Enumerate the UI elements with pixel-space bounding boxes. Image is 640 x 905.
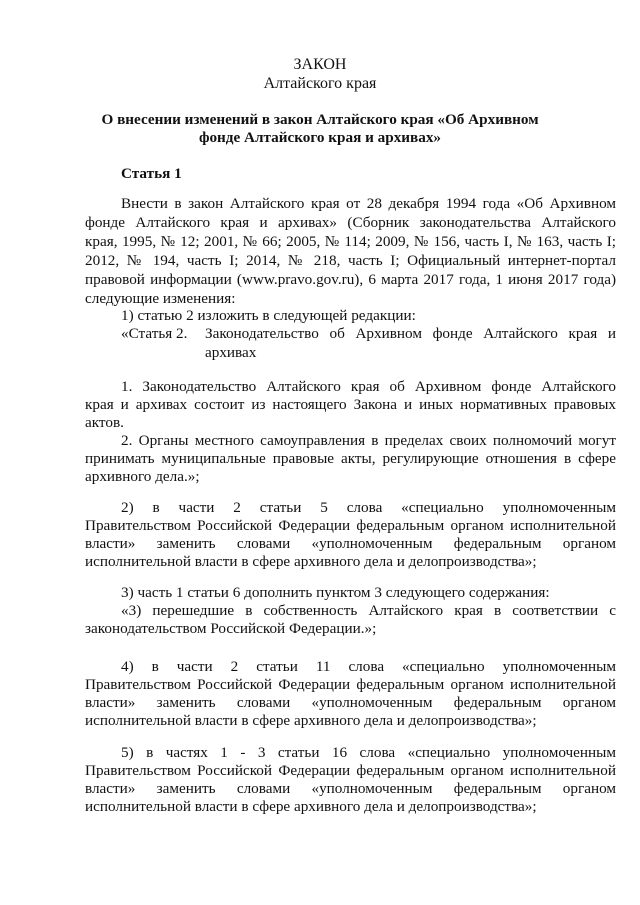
- law-title-line-2: фонде Алтайского края и архивах»: [198, 129, 442, 146]
- amendment-item-4-line: 4) в части 2 статьи 11 слова «специально уполномоченным: [121, 658, 616, 675]
- amendment-item-5-line: Правительством Российской Федерации федеральным органом исполнительной: [85, 762, 616, 779]
- amendment-item-2-line: исполнительной власти в сфере архивного дела и делопроизводства»;: [85, 553, 537, 570]
- intro-line: Внести в закон Алтайского края от 28 декабря 1994 года «Об Архивном: [121, 195, 616, 212]
- amendment-item-3: 3) часть 1 статьи 6 дополнить пунктом 3 следующего содержания:: [121, 584, 550, 601]
- intro-line: края, 1995, № 12; 2001, № 66; 2005, № 114; 2009, № 156, часть I, № 163, часть I;: [85, 233, 616, 250]
- article-heading: Статья 1: [121, 165, 182, 182]
- amendment-item-1: 1) статью 2 изложить в следующей редакции:: [121, 307, 416, 324]
- intro-line: фонде Алтайского края и архивах» (Сборник законодательства Алтайского: [85, 214, 616, 231]
- doc-type-heading: ЗАКОН: [293, 56, 347, 73]
- article2-title-line-1: Законодательство об Архивном фонде Алтайского края и: [205, 325, 616, 342]
- intro-line: 2012, № 194, часть I; 2014, № 218, часть I; Официальный интернет-портал: [85, 252, 616, 269]
- article2-para2-line: принимать муниципальные правовые акты, регулирующие отношения в сфере: [85, 450, 616, 467]
- doc-region: Алтайского края: [263, 75, 377, 92]
- amendment-item-5-line: власти» заменить словами «уполномоченным федеральным органом: [85, 780, 616, 797]
- article2-label: «Статья 2.: [121, 325, 188, 342]
- amendment-item-4-line: власти» заменить словами «уполномоченным федеральным органом: [85, 694, 616, 711]
- article2-para2-line: архивного дела.»;: [85, 468, 200, 485]
- article2-para1-line: 1. Законодательство Алтайского края об Архивном фонде Алтайского: [121, 378, 616, 395]
- amendment-item-2-line: 2) в части 2 статьи 5 слова «специально уполномоченным: [121, 499, 616, 516]
- article2-para1-line: актов.: [85, 414, 124, 431]
- intro-line: следующие изменения:: [85, 290, 236, 307]
- article2-para1-line: края и архивах состоит из настоящего Закона и иных нормативных правовых: [85, 396, 616, 413]
- amendment-item-2-line: власти» заменить словами «уполномоченным федеральным органом: [85, 535, 616, 552]
- amendment-item-3-quote-line: «3) перешедшие в собственность Алтайского края в соответствии с: [121, 602, 616, 619]
- amendment-item-5-line: 5) в частях 1 - 3 статьи 16 слова «специально уполномоченным: [121, 744, 616, 761]
- amendment-item-5-line: исполнительной власти в сфере архивного дела и делопроизводства»;: [85, 798, 537, 815]
- amendment-item-3-quote-line: законодательством Российской Федерации.»;: [85, 620, 377, 637]
- article2-title-line-2: архивах: [205, 344, 257, 361]
- intro-line: правовой информации (www.pravo.gov.ru), 6 марта 2017 года, 1 июня 2017 года): [85, 271, 616, 288]
- article2-para2-line: 2. Органы местного самоуправления в пределах своих полномочий могут: [121, 432, 616, 449]
- amendment-item-4-line: исполнительной власти в сфере архивного дела и делопроизводства»;: [85, 712, 537, 729]
- amendment-item-4-line: Правительством Российской Федерации федеральным органом исполнительной: [85, 676, 616, 693]
- amendment-item-2-line: Правительством Российской Федерации федеральным органом исполнительной: [85, 517, 616, 534]
- law-title-line-1: О внесении изменений в закон Алтайского края «Об Архивном: [101, 111, 539, 128]
